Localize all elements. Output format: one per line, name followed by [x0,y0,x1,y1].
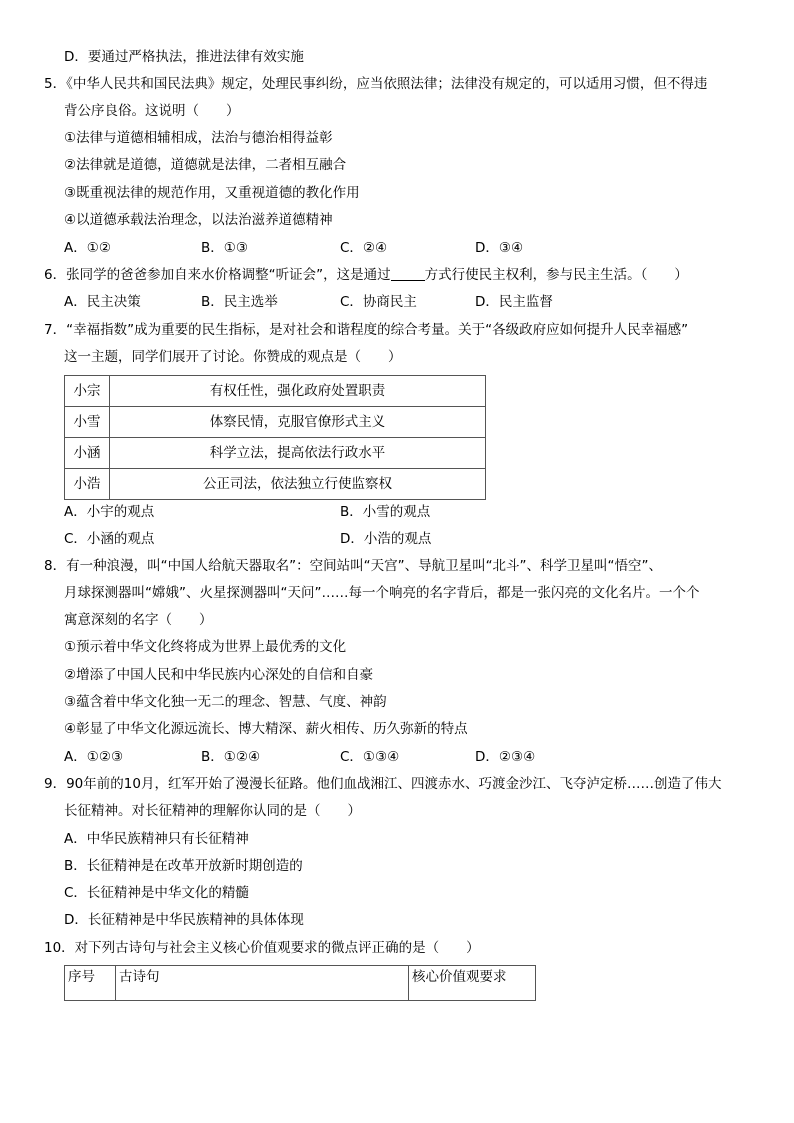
q8-option-d[interactable]: D．②③④ [475,749,536,765]
table-header-row [65,966,536,1001]
q6-option-b[interactable]: B．民主选举 [201,294,278,310]
q7-view-4: 公正司法，依法独立行使监察权 [110,469,486,500]
q5-item-4: ④以道德承载法治理念，以法治滋养道德精神 [64,212,333,228]
q7-option-a[interactable]: A．小宇的观点 [64,504,155,520]
q7-stem-line1: 7．“幸福指数”成为重要的民生指标，是对社会和谐程度的综合考量。关于“各级政府应如何提升人民幸福感” [44,322,689,338]
q10-header-poem: 古诗句 [116,966,409,1001]
q8-stem-line2: 月球探测器叫“嫦娥”、火星探测器叫“天问”……每一个响亮的名字背后，都是一张闪亮的文化名片。一个个 [64,585,700,601]
q6-stem-after: 方式行使民主权利，参与民主生活。（ ） [424,267,688,283]
q5-option-c[interactable]: C．②④ [340,240,388,256]
q6-stem-before: 6．张同学的爸爸参加自来水价格调整“听证会”，这是通过 [44,267,391,283]
q8-option-c[interactable]: C．①③④ [340,749,400,765]
q5-stem-line2: 背公序良俗。这说明（ ） [64,103,240,119]
q7-table [64,375,486,500]
q9-option-c[interactable]: C．长征精神是中华文化的精髓 [64,885,249,901]
q9-stem-line1: 9．90年前的10月，红军开始了漫漫长征路。他们血战湘江、四渡赤水、巧渡金沙江、飞夺泸定桥……创造了伟大 [44,776,722,792]
table-row [65,469,486,500]
q10-header-index: 序号 [65,966,116,1001]
q5-item-3: ③既重视法律的规范作用，又重视道德的教化作用 [64,185,360,201]
q8-item-2: ②增添了中国人民和中华民族内心深处的自信和自豪 [64,667,374,683]
q10-header-value: 核心价值观要求 [409,966,536,1001]
table-row [65,376,486,407]
q6-option-a[interactable]: A．民主决策 [64,294,141,310]
q7-stem-line2: 这一主题，同学们展开了讨论。你赞成的观点是（ ） [64,349,402,365]
q9-option-b[interactable]: B．长征精神是在改革开放新时期创造的 [64,858,303,874]
q8-item-4: ④彰显了中华文化源远流长、博大精深、薪火相传、历久弥新的特点 [64,721,468,737]
q8-stem-line3: 寓意深刻的名字（ ） [64,612,213,628]
q10-stem: 10．对下列古诗句与社会主义核心价值观要求的微点评正确的是（ ） [44,940,480,956]
q6-option-c[interactable]: C．协商民主 [340,294,417,310]
q8-option-b[interactable]: B．①②④ [201,749,261,765]
q7-view-3: 科学立法，提高依法行政水平 [110,438,486,469]
q7-view-2: 体察民情，克服官僚形式主义 [110,407,486,438]
q7-name-4: 小浩 [65,469,110,500]
q5-option-b[interactable]: B．①③ [201,240,248,256]
q5-item-1: ①法律与道德相辅相成，法治与德治相得益彰 [64,130,333,146]
table-row [65,438,486,469]
q9-stem-line2: 长征精神。对长征精神的理解你认同的是（ ） [64,803,361,819]
table-row [65,407,486,438]
q8-item-1: ①预示着中华文化终将成为世界上最优秀的文化 [64,639,347,655]
q6-stem [44,266,688,284]
q10-table [64,965,536,1001]
q8-option-a[interactable]: A．①②③ [64,749,124,765]
q5-stem-line1: 5．《中华人民共和国民法典》规定，处理民事纠纷，应当依照法律；法律没有规定的，可以适用习惯，但不得违 [44,76,708,92]
q7-name-1: 小宗 [65,376,110,407]
q7-option-b[interactable]: B．小雪的观点 [340,504,431,520]
q5-item-2: ②法律就是道德，道德就是法律，二者相互融合 [64,157,347,173]
q7-name-3: 小涵 [65,438,110,469]
q8-item-3: ③蕴含着中华文化独一无二的理念、智慧、气度、神韵 [64,694,387,710]
q7-option-d[interactable]: D．小浩的观点 [340,531,432,547]
q7-name-2: 小雪 [65,407,110,438]
prev-option-d: D．要通过严格执法，推进法律有效实施 [64,49,304,65]
q6-option-d[interactable]: D．民主监督 [475,294,553,310]
q6-blank[interactable] [391,267,425,281]
q8-stem-line1: 8．有一种浪漫，叫“中国人给航天器取名”：空间站叫“天宫”、导航卫星叫“北斗”、科学卫星叫“悟空”、 [44,558,663,574]
q9-option-d[interactable]: D．长征精神是中华民族精神的具体体现 [64,912,304,928]
q5-option-d[interactable]: D．③④ [475,240,524,256]
q9-option-a[interactable]: A．中华民族精神只有长征精神 [64,831,249,847]
q5-option-a[interactable]: A．①② [64,240,111,256]
q7-option-c[interactable]: C．小涵的观点 [64,531,155,547]
q7-view-1: 有权任性，强化政府处置职责 [110,376,486,407]
